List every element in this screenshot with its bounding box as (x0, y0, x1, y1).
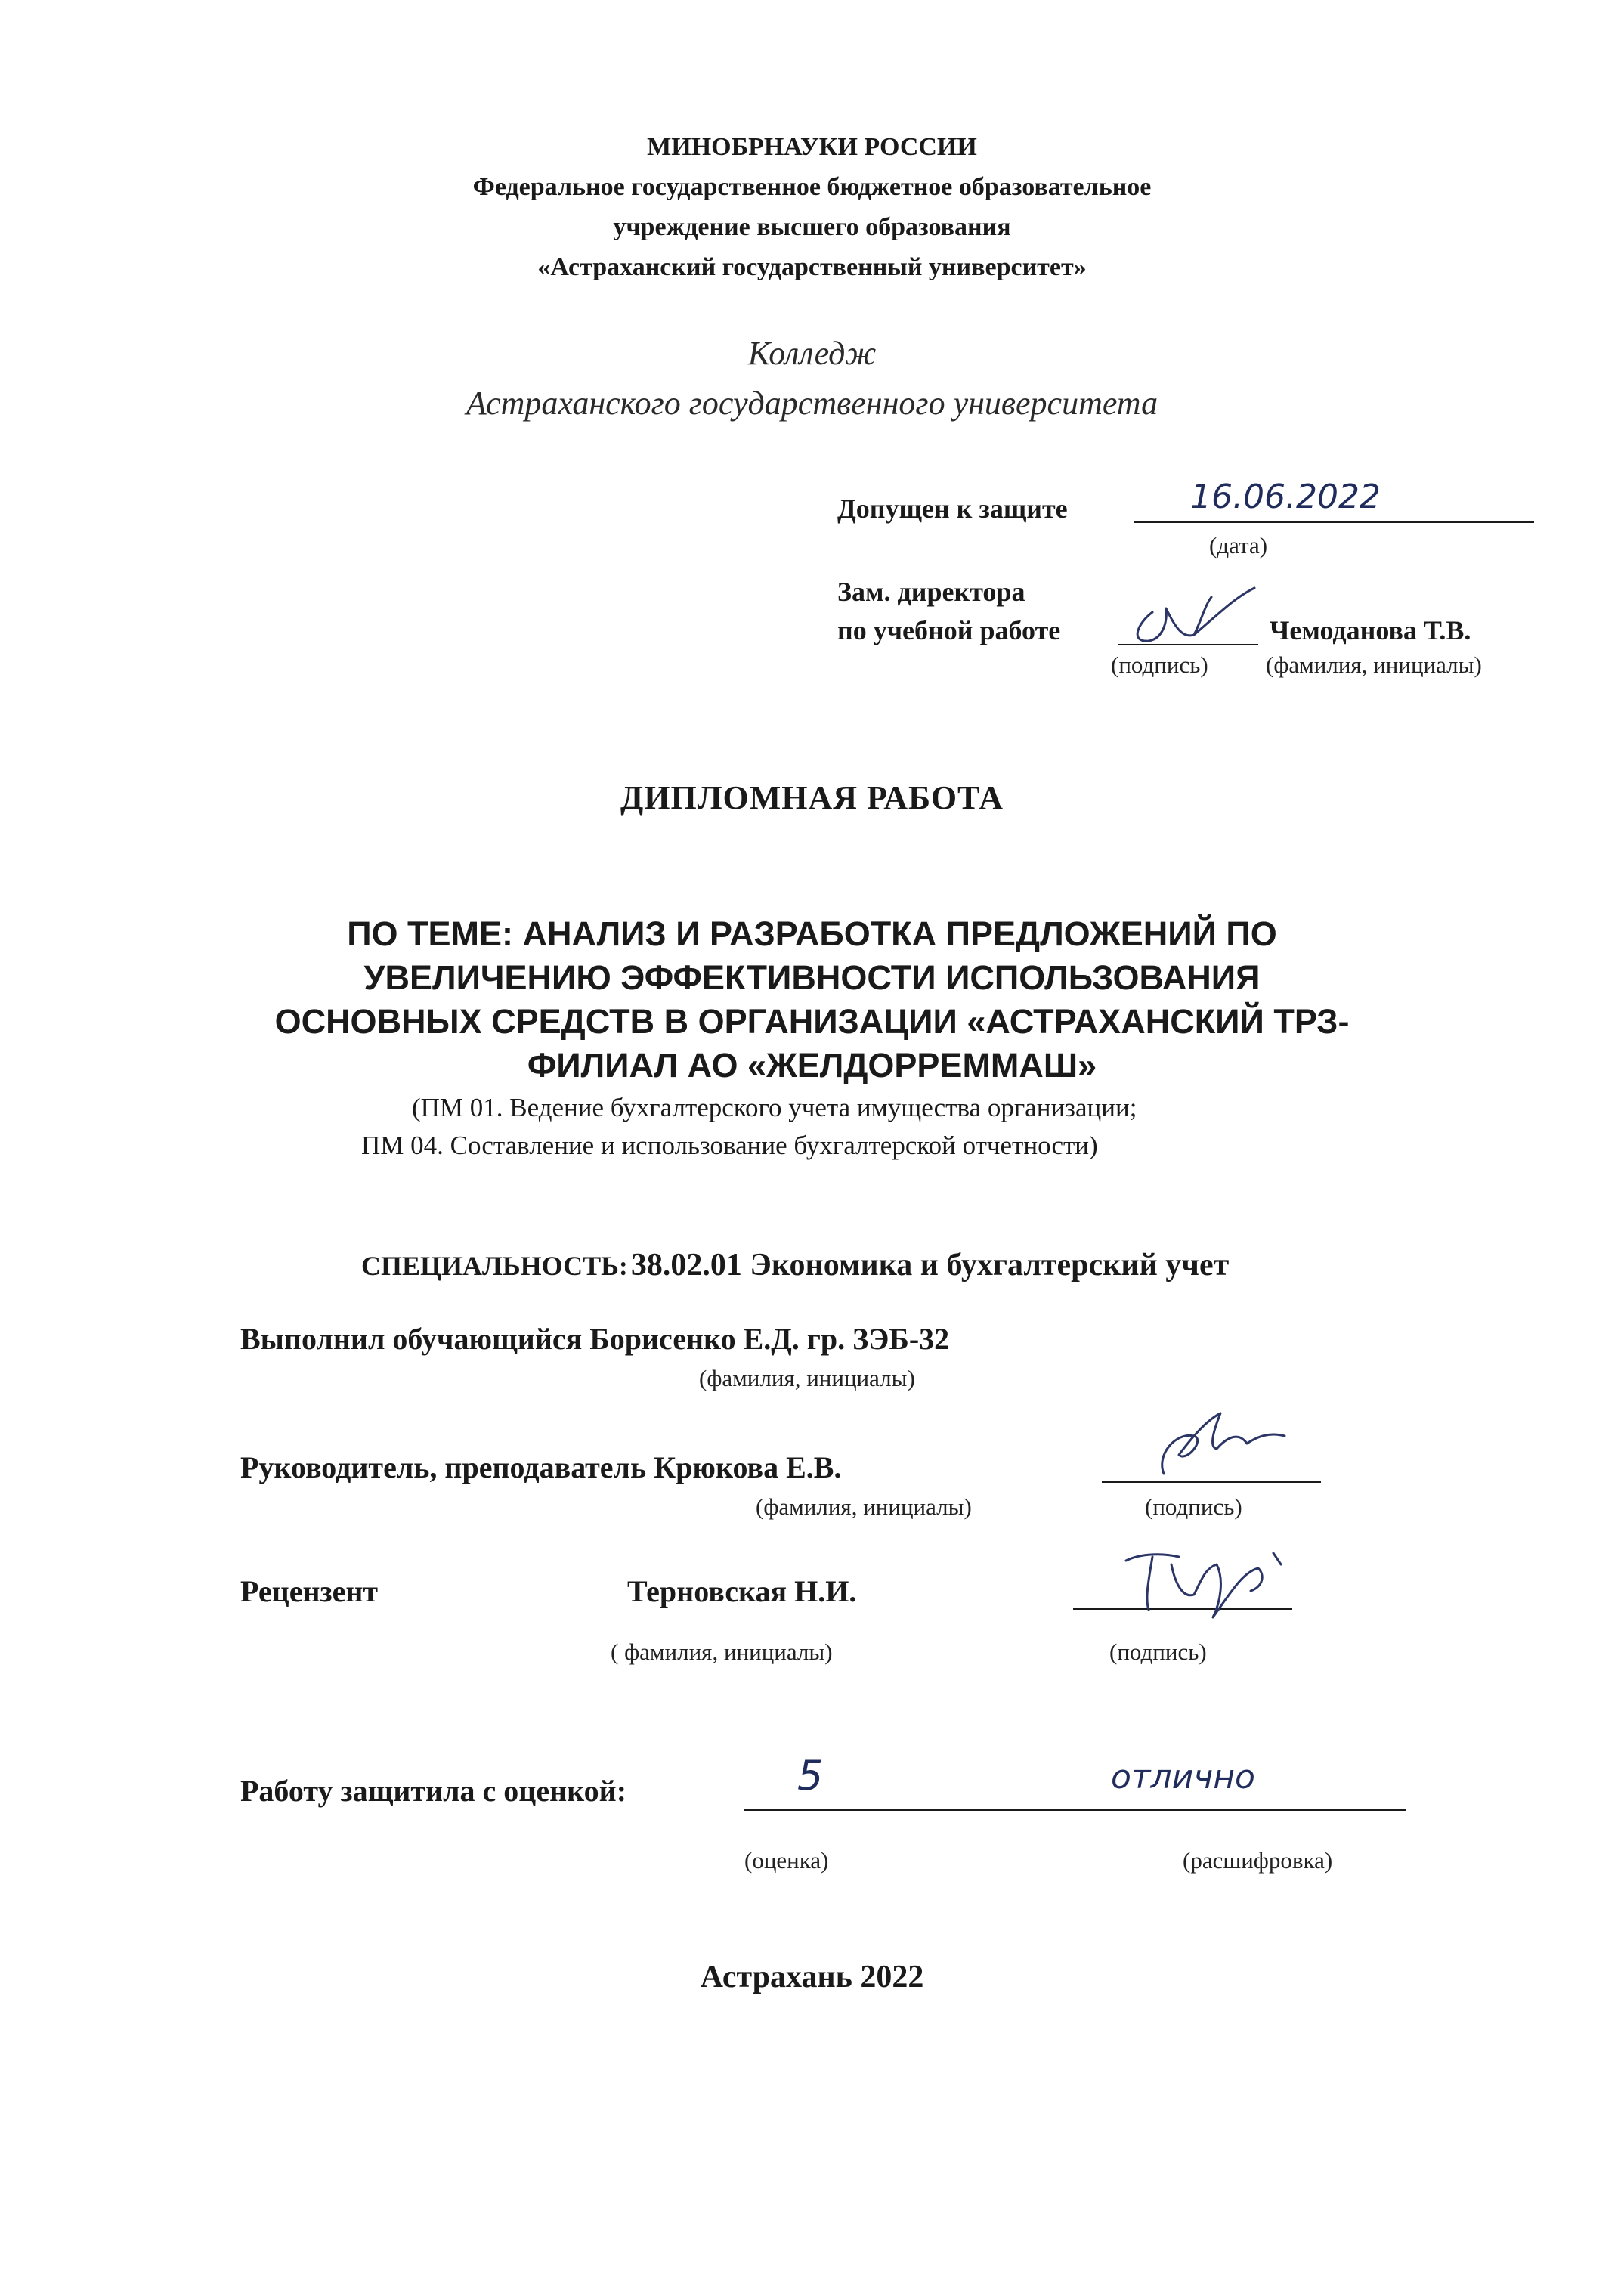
grade-label: Работу защитила с оценкой: (240, 1774, 627, 1808)
institution-line-3: «Астраханский государственный университет» (537, 253, 1087, 281)
reviewer-name: Терновская Н.И. (627, 1574, 857, 1608)
deputy-label-line-1: Зам. директора (837, 577, 1025, 607)
reviewer-name-caption: ( фамилия, инициалы) (611, 1638, 833, 1665)
reviewer-label: Рецензент (240, 1574, 379, 1608)
city-year: Астрахань 2022 (700, 1960, 924, 1994)
admitted-label: Допущен к защите (837, 494, 1068, 524)
supervisor-signature (1134, 1402, 1307, 1485)
student-info: Выполнил обучающийся Борисенко Е.Д. гр. ЗЭБ-32 (240, 1322, 950, 1356)
theme-line-1: ПО ТЕМЕ: АНАЛИЗ И РАЗРАБОТКА ПРЕДЛОЖЕНИЙ ПО (347, 914, 1277, 953)
grade-line (744, 1809, 1406, 1811)
reviewer-signature (1111, 1538, 1307, 1629)
deputy-name: Чемоданова Т.В. (1270, 615, 1471, 645)
admitted-date-handwritten: 16.06.2022 (1190, 478, 1381, 516)
college-line-2: Астраханского государственного университета (466, 385, 1158, 422)
supervisor-signature-caption: (подпись) (1145, 1493, 1242, 1520)
institution-line-2: учреждение высшего образования (613, 213, 1011, 241)
theme-line-4: ФИЛИАЛ АО «ЖЕЛДОРРЕММАШ» (527, 1046, 1097, 1085)
admitted-date-line (1134, 521, 1534, 523)
deputy-signature (1122, 582, 1273, 658)
deputy-label-line-2: по учебной работе (837, 615, 1061, 645)
theme-line-3: ОСНОВНЫХ СРЕДСТВ В ОРГАНИЗАЦИИ «АСТРАХАНСКИЙ ТРЗ- (274, 1002, 1350, 1041)
date-caption: (дата) (1209, 532, 1268, 559)
specialty-value: 38.02.01 Экономика и бухгалтерский учет (630, 1248, 1230, 1283)
deputy-signature-caption: (подпись) (1111, 651, 1208, 678)
supervisor-name-caption: (фамилия, инициалы) (756, 1493, 972, 1520)
specialty (361, 1247, 1229, 1283)
theme-line-2: УВЕЛИЧЕНИЮ ЭФФЕКТИВНОСТИ ИСПОЛЬЗОВАНИЯ (363, 958, 1261, 997)
supervisor-info: Руководитель, преподаватель Крюкова Е.В. (240, 1450, 842, 1484)
student-caption: (фамилия, инициалы) (699, 1365, 915, 1391)
decode-caption: (расшифровка) (1183, 1847, 1333, 1874)
module-line-2: ПМ 04. Составление и использование бухгалтерской отчетности) (361, 1131, 1098, 1160)
reviewer-signature-caption: (подпись) (1109, 1638, 1207, 1665)
grade-caption: (оценка) (744, 1847, 829, 1874)
institution-line-1: Федеральное государственное бюджетное образовательное (472, 173, 1152, 201)
specialty-label: СПЕЦИАЛЬНОСТЬ: (361, 1251, 628, 1281)
grade-value-handwritten: 5 (797, 1752, 824, 1799)
module-line-1: (ПМ 01. Ведение бухгалтерского учета имущества организации; (412, 1093, 1137, 1122)
grade-text-handwritten: отлично (1111, 1758, 1255, 1796)
ministry-name: МИНОБРНАУКИ РОССИИ (647, 133, 977, 161)
deputy-name-caption: (фамилия, инициалы) (1266, 651, 1482, 678)
college-line-1: Колледж (747, 335, 877, 372)
document-type: ДИПЛОМНАЯ РАБОТА (620, 779, 1004, 816)
